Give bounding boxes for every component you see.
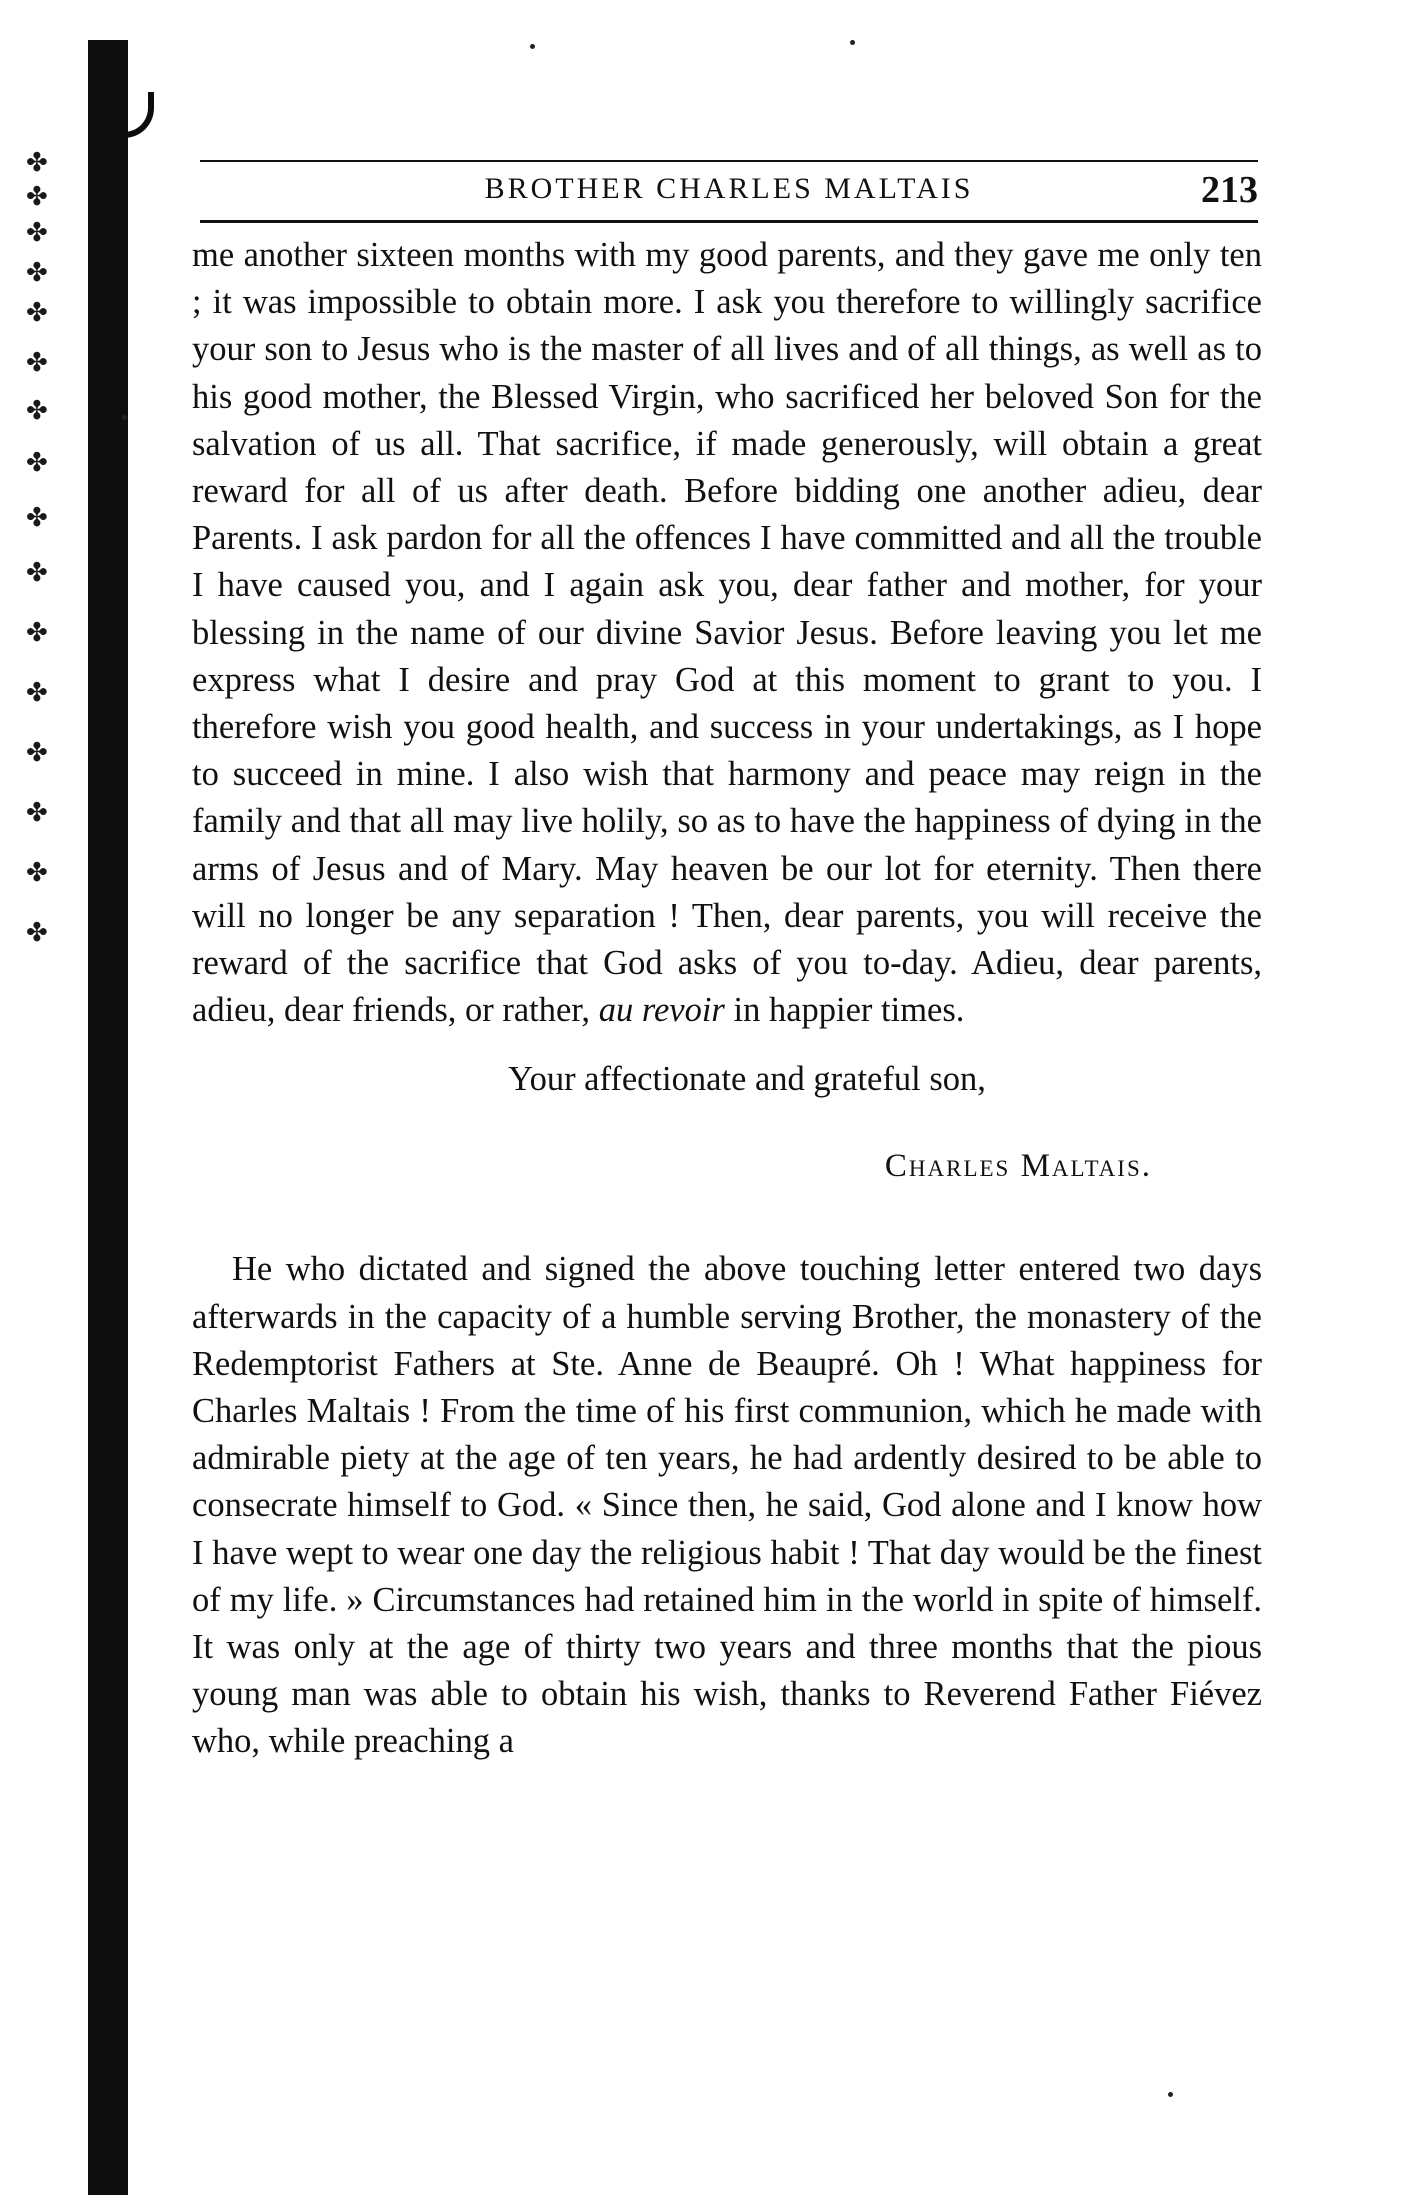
italic-phrase: au revoir <box>598 991 725 1030</box>
book-spine-shadow <box>88 40 128 2195</box>
narrative-paragraph: He who dictated and signed the above touching letter entered two days afterwards in the capacity of a humble serving Brother, the monastery of the Redemptorist Fathers at Ste. Anne de Beaupré. Oh ! What happiness for Charles Maltais ! From the time of his first communion, which he made with admirable piety at the age of ten years, he had ardently desired to be able to consecrate himself to God. « Since then, he said, God alone and I know how I have wept to wear one day the religious habit ! That day would be the finest of my life. » Circumstances had retained him in the world in spite of himself. It was only at the age of thirty two years and three months that the pious young man was able to obtain his wish, thanks to Reverend Father Fiévez who, while preaching a <box>192 1250 1262 1761</box>
margin-ornaments <box>8 150 68 1100</box>
letter-paragraph <box>192 232 1262 1034</box>
letter-text-end: in happier times. <box>733 991 965 1030</box>
header-rule-top <box>200 160 1258 162</box>
ornament-icon: ✤ <box>26 448 48 477</box>
ornament-icon: ✤ <box>26 858 48 887</box>
ornament-icon: ✤ <box>26 258 48 287</box>
letter-signature: Charles Maltais. <box>884 1148 1152 1185</box>
ornament-icon: ✤ <box>26 348 48 377</box>
running-title: BROTHER CHARLES MALTAIS <box>484 172 974 205</box>
ornament-icon: ✤ <box>26 738 48 767</box>
ornament-icon: ✤ <box>26 918 48 947</box>
page-number: 213 <box>1201 169 1258 211</box>
ornament-icon: ✤ <box>26 182 48 211</box>
ornament-icon: ✤ <box>26 396 48 425</box>
print-speck <box>1168 2092 1173 2097</box>
section-gap <box>192 1190 1262 1246</box>
letter-closing: Your affectionate and grateful son, <box>508 1060 986 1099</box>
ornament-icon: ✤ <box>26 618 48 647</box>
ornament-icon: ✤ <box>26 218 48 247</box>
running-header <box>200 168 1258 212</box>
ornament-icon: ✤ <box>26 503 48 532</box>
print-speck <box>850 40 855 45</box>
letter-text: me another sixteen months with my good parents, and they gave me only ten ; it was impossible to obtain more. I ask you therefore to willingly sacrifice your son to Jesus who is the master of all lives and of all things, as well as to his good mother, the Blessed Virgin, who sacrificed her beloved Son for the salvation of us all. That sacrifice, if made generously, will obtain a great reward for all of us after death. Before bidding one another adieu, dear Parents. I ask pardon for all the offences I have committed and all the trouble I have caused you, and I again ask you, dear father and mother, for your blessing in the name of our divine Savior Jesus. Before leaving you let me express what I desire and pray God at this moment to grant to you. I therefore wish you good health, and success in your undertakings, as I hope to succeed in mine. I also wish that harmony and peace may reign in the family and that all may live holily, so as to have the happiness of dying in the arms of Jesus and of Mary. May heaven be our lot for eternity. Then there will no longer be any separation ! Then, dear parents, you will receive the reward of the sacrifice that God asks of you to-day. Adieu, dear parents, adieu, dear friends, or rather, <box>192 236 1262 1030</box>
ornament-icon: ✤ <box>26 558 48 587</box>
page-body <box>192 232 1262 1766</box>
ornament-icon: ✤ <box>26 298 48 327</box>
spine-edge-curl <box>120 92 154 138</box>
print-speck <box>122 415 127 420</box>
ornament-icon: ✤ <box>26 148 48 177</box>
print-speck <box>530 44 535 49</box>
ornament-icon: ✤ <box>26 678 48 707</box>
header-rule-bottom <box>200 220 1258 223</box>
ornament-icon: ✤ <box>26 798 48 827</box>
